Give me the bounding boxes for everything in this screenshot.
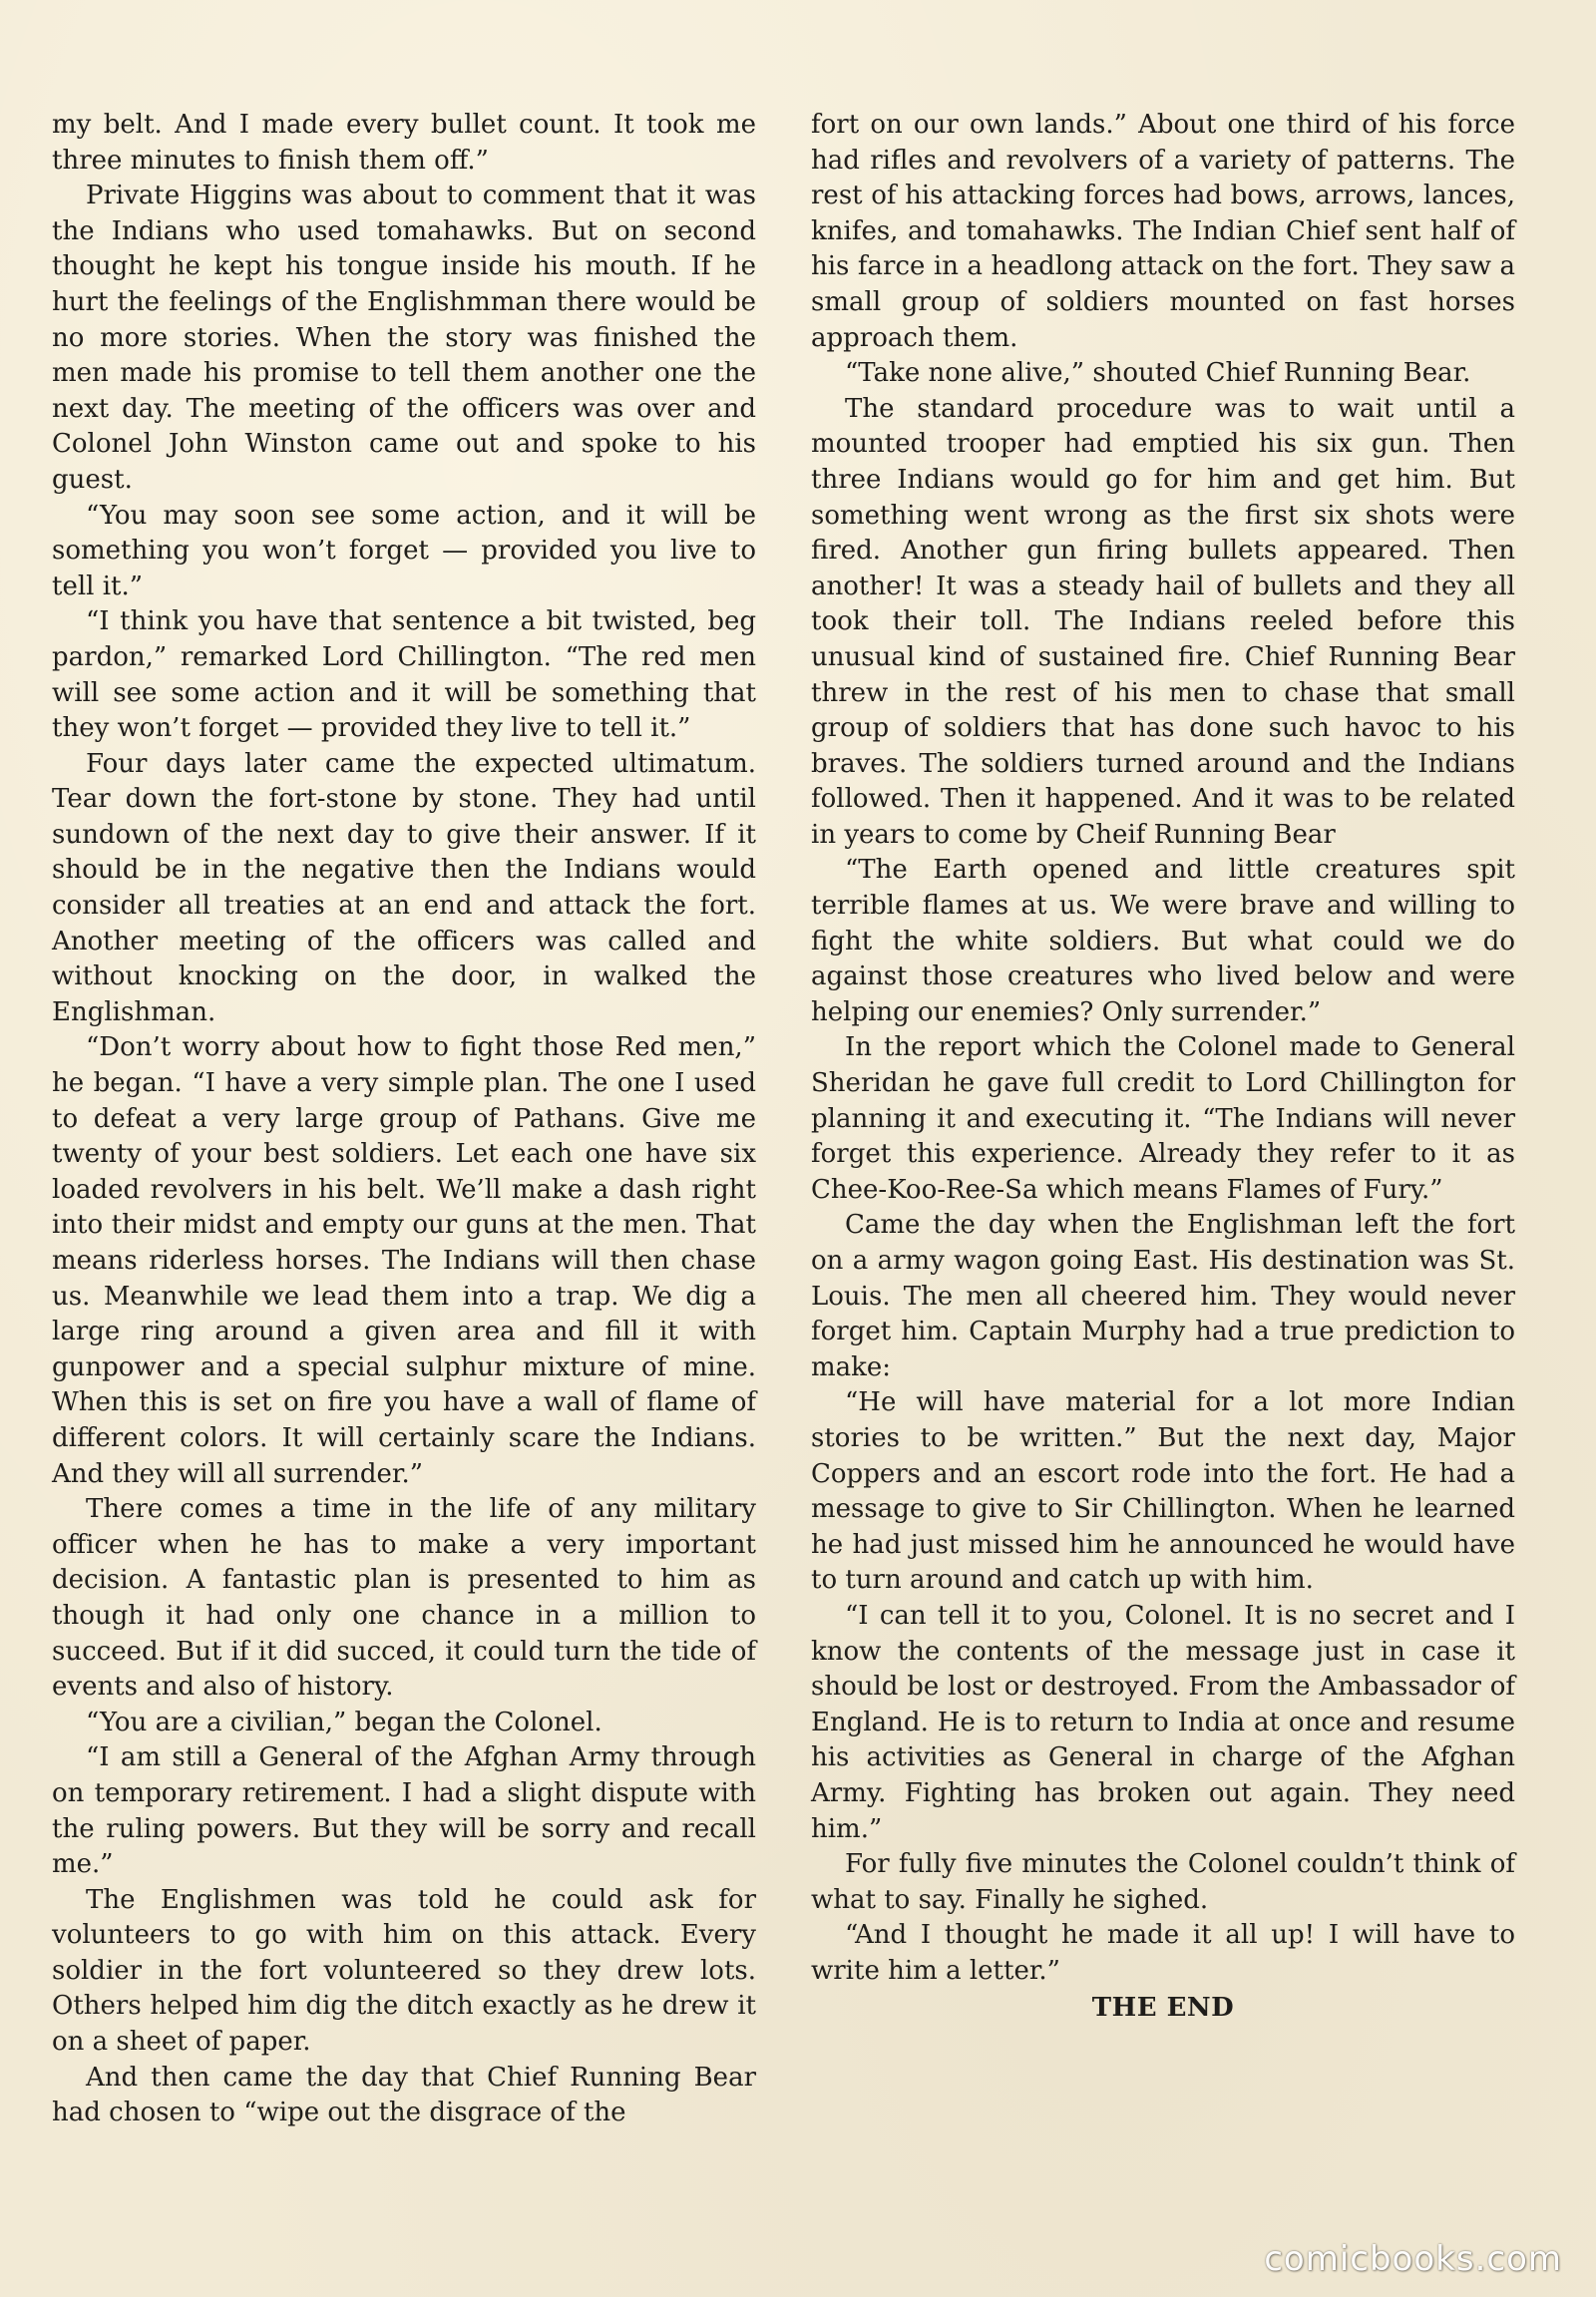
- paragraph: my belt. And I made every bullet count. It took me three minutes to finish them off.”: [52, 110, 756, 176]
- paragraph: For fully five minutes the Colonel couldn’t think of what to say. Finally he sighed.: [811, 1849, 1515, 1915]
- paragraph: “I can tell it to you, Colonel. It is no secret and I know the contents of the message just in case it should be lost or destroyed. From the Ambassador of England. He is to return to India at once and resume his activities as General in charge of the Afghan Army. Fighting has broken out again. They need him.”: [811, 1600, 1515, 1844]
- paragraph: There comes a time in the life of any military officer when he has to make a very important decision. A fantastic plan is presented to him as though it had only one chance in a million to succeed. But if it did succed, it could turn the tide of events and also of history.: [52, 1494, 756, 1703]
- paragraph: “I think you have that sentence a bit twisted, beg pardon,” remarked Lord Chillington. “The red men will see some action and it will be something that they won’t forget — provided they live to tell it.”: [52, 606, 756, 744]
- paragraph: “Take none alive,” shouted Chief Running Bear.: [845, 358, 1471, 389]
- right-column: [811, 108, 1515, 2027]
- paragraph: The Englishmen was told he could ask for volunteers to go with him on this attack. Every soldier in the fort volunteered so they drew lots. Others helped him dig the ditch exactly as he drew it on a sheet of paper.: [52, 1884, 756, 2058]
- paragraph: fort on our own lands.” About one third of his force had rifles and revolvers of a variety of patterns. The rest of his attacking forces had bows, arrows, lances, knifes, and tomahawks. The Indian Chief sent half of his farce in a headlong attack on the fort. They saw a small group of soldiers mounted on fast horses approach them.: [811, 110, 1515, 353]
- paragraph: “The Earth opened and little creatures spit terrible flames at us. We were brave and willing to fight the white soldiers. But what could we do against those creatures who lived below and were helping our enemies? Only surrender.”: [811, 855, 1515, 1027]
- paragraph: “You are a civilian,” began the Colonel.: [86, 1707, 602, 1737]
- paragraph: “And I thought he made it all up! I will have to write him a letter.”: [811, 1920, 1515, 1986]
- paragraph: In the report which the Colonel made to General Sheridan he gave full credit to Lord Chillington for planning it and executing it. “The Indians will never forget this experience. Already they refer to it as Chee-Koo-Ree-Sa which means Flames of Fury.”: [811, 1032, 1515, 1205]
- paragraph: The standard procedure was to wait until a mounted trooper had emptied his six gun. Then three Indians would go for him and get him. But something went wrong as the first six shots were fired. Another gun firing bullets appeared. Then another! It was a steady hail of bullets and they all took their toll. The Indians reeled before this unusual kind of sustained fire. Chief Running Bear threw in the rest of his men to chase that small group of soldiers that has done such havoc to his braves. The soldiers turned around and the Indians followed. Then it happened. And it was to be related in years to come by Cheif Running Bear: [811, 393, 1515, 850]
- watermark: comicbooks.com: [1264, 2239, 1562, 2279]
- left-column: [52, 108, 756, 2131]
- paragraph: Four days later came the expected ultimatum. Tear down the fort-stone by stone. They had until sundown of the next day to give their answer. If it should be in the negative then the Indians would consider all treaties at an end and attack the fort. Another meeting of the officers was called and without knocking on the door, in walked the Englishman.: [52, 748, 756, 1027]
- paragraph: “Don’t worry about how to fight those Red men,” he began. “I have a very simple plan. The one I used to defeat a very large group of Pathans. Give me twenty of your best soldiers. Let each one have six loaded revolvers in his belt. We’ll make a dash right into their midst and empty our guns at the men. That means riderless horses. The Indians will then chase us. Meanwhile we lead them into a trap. We dig a large ring around a given area and fill it with gunpower and a special sulphur mixture of mine. When this is set on fire you have a wall of flame of different colors. It will certainly scare the Indians. And they will all surrender.”: [52, 1032, 756, 1489]
- paragraph: “He will have material for a lot more Indian stories to be written.” But the next day, Major Coppers and an escort rode into the fort. He had a message to give to Sir Chillington. When he learned he had just missed him he announced he would have to turn around and catch up with him.: [811, 1387, 1515, 1596]
- paragraph: And then came the day that Chief Running Bear had chosen to “wipe out the disgrace of the: [52, 2062, 756, 2128]
- paragraph: “You may soon see some action, and it will be something you won’t forget — provided you live to tell it.”: [52, 500, 756, 601]
- paragraph: “I am still a General of the Afghan Army through on temporary retirement. I had a slight dispute with the ruling powers. But they will be sorry and recall me.”: [52, 1742, 756, 1880]
- the-end-heading: THE END: [1091, 1993, 1235, 2024]
- paragraph: Private Higgins was about to comment that it was the Indians who used tomahawks. But on second thought he kept his tongue inside his mouth. If he hurt the feelings of the Englishmman there would be no more stories. When the story was finished the men made his promise to tell them another one the next day. The meeting of the officers was over and Colonel John Winston came out and spoke to his guest.: [52, 181, 756, 495]
- paragraph: Came the day when the Englishman left the fort on a army wagon going East. His destination was St. Louis. The men all cheered him. They would never forget him. Captain Murphy had a true prediction to make:: [811, 1210, 1515, 1382]
